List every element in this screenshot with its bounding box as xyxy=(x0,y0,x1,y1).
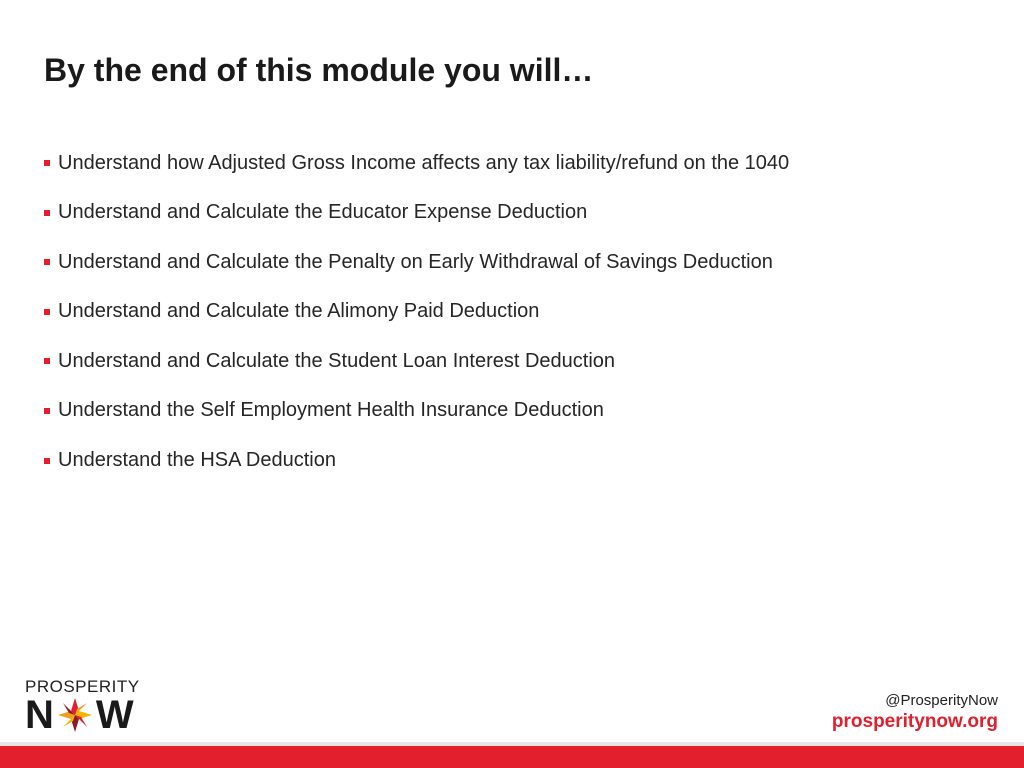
logo-wordmark-bottom xyxy=(25,695,134,735)
bullet-text: Understand the HSA Deduction xyxy=(58,449,336,472)
bullet-list xyxy=(44,148,789,495)
bullet-text: Understand and Calculate the Alimony Paid Deduction xyxy=(58,300,540,323)
bullet-marker-icon xyxy=(44,160,50,166)
bullet-text: Understand and Calculate the Educator Expense Deduction xyxy=(58,201,588,224)
bullet-marker-icon xyxy=(44,358,50,364)
bullet-item xyxy=(44,247,789,277)
twitter-handle: @ProsperityNow xyxy=(885,692,998,709)
bullet-marker-icon xyxy=(44,309,50,315)
bullet-text: Understand the Self Employment Health Insurance Deduction xyxy=(58,399,604,422)
bullet-item xyxy=(44,198,789,228)
website-link[interactable]: prosperitynow.org xyxy=(831,711,998,732)
bullet-marker-icon xyxy=(44,259,50,265)
logo-letter-w: W xyxy=(95,693,134,737)
bullet-marker-icon xyxy=(44,408,50,414)
bullet-item xyxy=(44,148,789,178)
prosperity-now-logo xyxy=(25,677,150,737)
bullet-text: Understand how Adjusted Gross Income affects any tax liability/refund on the 1040 xyxy=(58,151,790,174)
bullet-marker-icon xyxy=(44,458,50,464)
star-burst-icon xyxy=(55,695,95,735)
bullet-item xyxy=(44,396,789,426)
bullet-item xyxy=(44,346,789,376)
logo-letter-n: N xyxy=(25,693,54,737)
logo-wordmark-top: PROSPERITY xyxy=(25,677,140,696)
bullet-text: Understand and Calculate the Student Loan Interest Deduction xyxy=(58,349,616,372)
bullet-item xyxy=(44,446,789,476)
footer-contact xyxy=(832,692,998,733)
slide-title: By the end of this module you will… xyxy=(44,52,594,88)
bullet-marker-icon xyxy=(44,210,50,216)
bullet-item xyxy=(44,297,789,327)
footer-accent-bar xyxy=(0,746,1024,768)
bullet-text: Understand and Calculate the Penalty on Early Withdrawal of Savings Deduction xyxy=(58,250,773,273)
